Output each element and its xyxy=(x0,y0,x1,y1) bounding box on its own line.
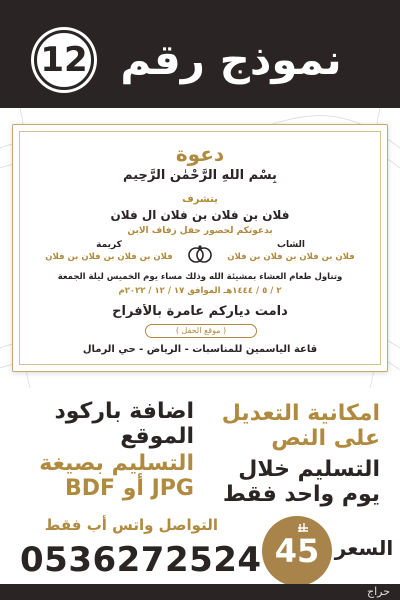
groom-role: الشاب xyxy=(276,240,306,250)
groom-block xyxy=(206,240,376,262)
card-inner-border xyxy=(19,131,381,365)
footer-bar xyxy=(0,584,400,600)
invite-text: بدعوتكم لحضور حفل زفاف الابن xyxy=(127,226,273,236)
feature-barcode xyxy=(14,400,194,449)
invitation-card xyxy=(12,124,388,372)
phone-number[interactable]: 0536272524 xyxy=(20,540,262,580)
invite-word: دعوة xyxy=(175,142,225,166)
basmala-calligraphy: بِسْمِ اللّٰهِ الرَّحْمٰنِ الرَّحِيمِ xyxy=(123,168,277,183)
feature-edit-line2: على النص xyxy=(271,425,380,451)
bride-name: فلان بن فلان بن فلان بن فلان xyxy=(45,252,173,262)
groom-name: فلان بن فلان بن فلان بن فلان xyxy=(227,252,355,262)
model-number: 12 xyxy=(40,40,88,80)
format-or: أو xyxy=(122,475,144,501)
venue-text: قاعة الياسمين للمناسبات - الرياض - حي الرمال xyxy=(82,344,318,355)
feature-delivery-line2: يوم واحد فقط xyxy=(222,481,380,507)
location-label: ( موقع الحفل ) xyxy=(145,324,257,338)
format-jpg: JPG xyxy=(151,475,194,501)
host-name: فلان بن فلان بن فلان ال فلان xyxy=(110,208,290,222)
contact-label: التواصل واتس أب فقط xyxy=(44,516,218,534)
feature-barcode-line2: الموقع xyxy=(120,423,194,449)
footer-brand: حراج xyxy=(366,585,390,598)
page-title: نموذج رقم xyxy=(120,35,342,84)
bride-role: كريمة xyxy=(96,240,122,250)
feature-edit xyxy=(210,402,380,451)
dinner-text: وتناول طعام العشاء بمشيئة الله وذلك مساء يوم الخميس ليلة الجمعة xyxy=(57,272,343,282)
header-bar xyxy=(0,0,400,108)
feature-barcode-line1: اضافة باركود xyxy=(54,399,194,424)
feature-format-line2 xyxy=(14,477,194,502)
honored-text: يتشرف xyxy=(182,194,218,205)
feature-delivery xyxy=(210,458,380,507)
price-label: السعر xyxy=(334,536,394,560)
feature-delivery-line1: التسليم خلال xyxy=(238,457,380,482)
feature-format-line1: التسليم بصيغة xyxy=(39,451,194,476)
model-number-badge xyxy=(34,30,94,90)
riyal-icon xyxy=(296,522,310,536)
bride-block xyxy=(24,240,194,262)
format-pdf: BDF xyxy=(65,475,116,501)
blessing-calligraphy: دامت دياركم عامرة بالأفراح xyxy=(112,304,288,319)
event-date: ٢ / ٥ / ١٤٤٤هـ الموافق ١٧ / ١٢ / ٢٠٢٢م xyxy=(118,286,282,296)
feature-edit-line1: امكانية التعديل xyxy=(221,401,380,426)
feature-format xyxy=(14,452,194,501)
price-value: 45 xyxy=(274,532,320,570)
